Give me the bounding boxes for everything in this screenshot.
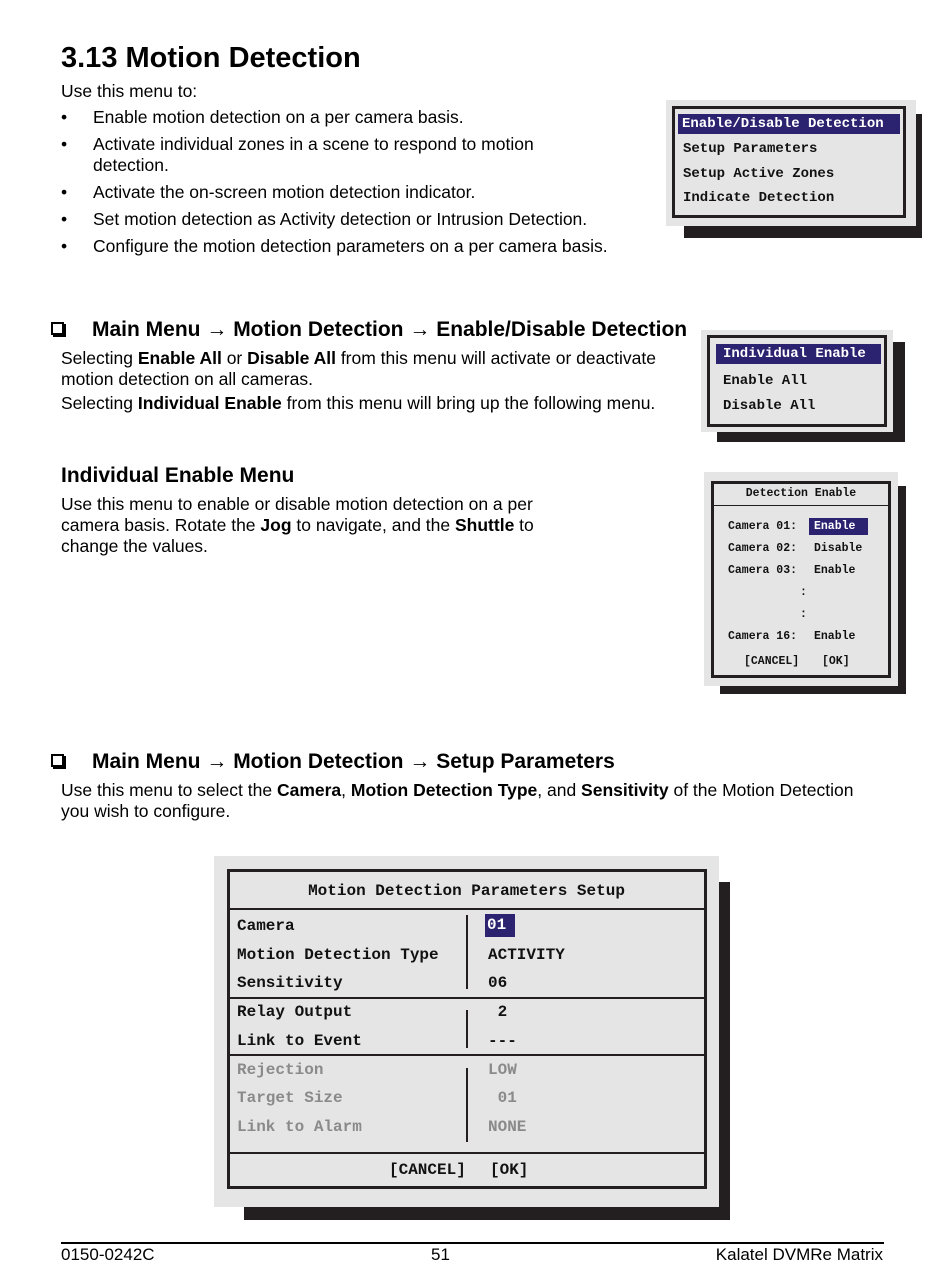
link-to-alarm-label: Link to Alarm [237,1118,362,1136]
motion-detection-menu [666,100,922,238]
page-title: 3.13 Motion Detection [61,42,361,74]
camera-value[interactable]: 01 [485,914,515,937]
cancel-button[interactable]: [CANCEL] [389,1161,466,1179]
feature-list [61,107,621,263]
list-item: • Activate the on-screen motion detection indicator. [61,182,621,203]
product-name: Kalatel DVMRe Matrix [715,1245,883,1264]
camera-label: Camera [237,917,295,935]
list-item: • Set motion detection as Activity detection or Intrusion Detection. [61,209,621,230]
menu-item-enable-all[interactable]: Enable All [723,373,808,389]
target-size-value: 01 [488,1089,517,1107]
individual-enable-heading: Individual Enable Menu [61,464,295,487]
enable-disable-menu [701,330,905,442]
ok-button[interactable]: [OK] [490,1161,529,1179]
rejection-value: LOW [488,1061,517,1079]
camera-01-label: Camera 01: [728,520,798,533]
link-to-alarm-value: NONE [488,1118,527,1136]
ellipsis-row: : [800,608,807,621]
motion-detection-type-value[interactable]: ACTIVITY [488,946,565,964]
camera-03-value[interactable]: Enable [814,564,856,577]
section-heading-setup-parameters: Main Menu → Motion Detection → Setup Parameters [51,750,615,774]
target-size-label: Target Size [237,1089,343,1107]
menu-item-individual-enable[interactable]: Individual Enable [716,344,881,364]
list-item: • Activate individual zones in a scene to respond to motion detection. [61,134,561,176]
camera-02-label: Camera 02: [728,542,798,555]
footer-rule [61,1242,884,1244]
link-to-event-label: Link to Event [237,1032,362,1050]
cancel-button[interactable]: [CANCEL] [744,655,800,668]
enable-all-description: Selecting Enable All or Disable All from this menu will activate or deactivate motion detection on all cameras. [61,348,656,389]
menu-item-setup-parameters[interactable]: Setup Parameters [683,141,818,157]
page-number: 51 [431,1245,450,1264]
link-to-event-value[interactable]: --- [488,1032,517,1050]
menu-item-setup-active-zones[interactable]: Setup Active Zones [683,166,835,182]
list-item: • Enable motion detection on a per camera basis. [61,107,621,128]
parameters-setup-menu [214,856,730,1220]
camera-03-label: Camera 03: [728,564,798,577]
list-item: • Configure the motion detection parameters on a per camera basis. [61,236,621,257]
ok-button[interactable]: [OK] [822,655,850,668]
menu-item-indicate-detection[interactable]: Indicate Detection [683,190,835,206]
checkbox-bullet-icon [51,754,64,767]
setup-parameters-description: Use this menu to select the Camera, Motion Detection Type, and Sensitivity of the Motion Detection you wish to configure. [61,780,854,821]
checkbox-bullet-icon [51,322,64,335]
detection-enable-menu [704,472,906,694]
individual-enable-text: Use this menu to enable or disable motion detection on a per camera basis. Rotate the Jog to navigate, and the Shuttle to change the values. [61,494,534,556]
camera-16-label: Camera 16: [728,630,798,643]
section-heading-enable-disable: Main Menu → Motion Detection → Enable/Disable Detection [51,318,687,342]
menu-item-enable-disable-detection[interactable]: Enable/Disable Detection [678,114,900,134]
individual-enable-description: Selecting Individual Enable from this menu will bring up the following menu. [61,393,656,413]
detection-enable-title: Detection Enable [745,487,857,500]
camera-01-value[interactable]: Enable [809,518,868,535]
ellipsis-row: : [800,586,807,599]
relay-output-label: Relay Output [237,1003,353,1021]
parameters-setup-title: Motion Detection Parameters Setup [308,882,625,900]
motion-detection-type-label: Motion Detection Type [237,946,439,964]
relay-output-value[interactable]: 2 [488,1003,508,1021]
menu-item-disable-all[interactable]: Disable All [723,398,816,414]
intro-text: Use this menu to: [61,81,198,101]
camera-02-value[interactable]: Disable [814,542,863,555]
document-number: 0150-0242C [61,1245,155,1264]
camera-16-value[interactable]: Enable [814,630,856,643]
sensitivity-label: Sensitivity [237,974,343,992]
sensitivity-value[interactable]: 06 [488,974,508,992]
rejection-label: Rejection [237,1061,324,1079]
